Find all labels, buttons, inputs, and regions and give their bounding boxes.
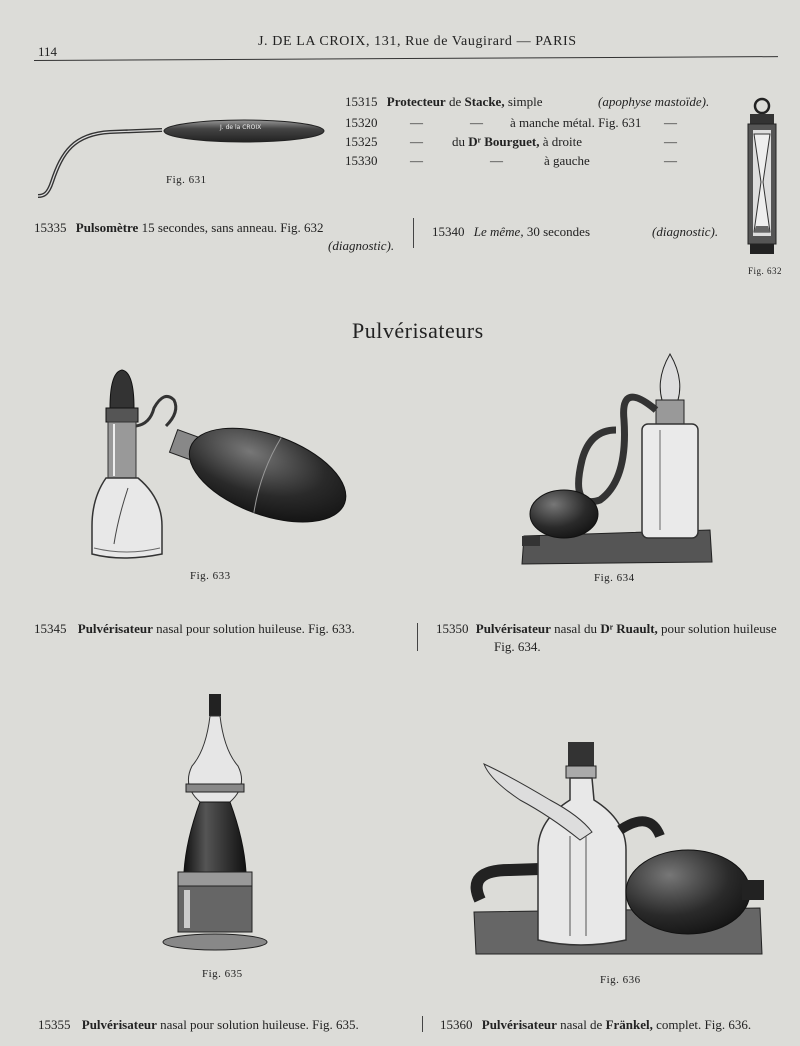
text: simple [504,94,543,109]
row-15320-dash: — [410,115,423,130]
code: 15335 [34,220,67,235]
running-title: J. DE LA CROIX, 131, Rue de Vaugirard — PARIS [258,34,577,49]
stacke-instrument-illustration [34,112,334,202]
item-15335 [34,220,324,236]
product-name: Pulvérisateur [77,621,153,636]
item-15340-note: (diagnostic). [652,224,719,239]
row-15320-dash2: — [470,115,483,130]
text: à droite [539,134,583,149]
item-15350 [436,621,777,637]
product-name: Le même, [473,224,524,239]
row-15330-code: 15330 [345,153,378,168]
nasal-spray-635-illustration [160,690,270,962]
text: pour solution huileuse [657,621,777,636]
instrument-engraving: J. de la CROIX [220,124,262,131]
text: 30 secondes [523,224,591,239]
fig-636-caption: Fig. 636 [600,974,641,986]
item-15345 [34,621,355,637]
fig-633-caption: Fig. 633 [190,570,231,582]
text: complet. Fig. 636. [652,1017,752,1032]
code: 15355 [38,1017,71,1032]
text: du [452,134,469,149]
code: 15315 [345,94,378,109]
maker-name: Fränkel, [605,1017,653,1032]
item-15340 [432,224,590,240]
code: 15340 [432,224,465,239]
header-rule [34,56,778,61]
code: 15350 [436,621,469,636]
row-15325-end: — [664,134,677,149]
maker-name: Dʳ Bourguet, [468,134,540,149]
row-15325-dash: — [410,134,423,149]
nasal-spray-636-illustration [470,740,770,972]
row-15320-text: à manche métal. Fig. 631 [510,115,642,130]
section-title: Pulvérisateurs [352,318,484,343]
fig-632-caption: Fig. 632 [748,266,783,276]
column-divider [422,1016,423,1032]
item-15350-line2: Fig. 634. [494,639,541,654]
text: nasal du [550,621,601,636]
nasal-spray-634-illustration [520,350,720,568]
maker-name: Stacke, [464,94,505,109]
item-15360 [440,1017,751,1033]
row-15325-code: 15325 [345,134,378,149]
row-15330-dash: — [410,153,423,168]
row-15315 [345,94,543,110]
product-name: Pulvérisateur [481,1017,557,1032]
row-15330-text: à gauche [544,153,590,168]
row-15320-end: — [664,115,677,130]
pulsometre-hourglass-illustration [742,96,782,261]
text: nasal pour solution huileuse. Fig. 633. [152,621,355,636]
row-15320-code: 15320 [345,115,378,130]
page-number: 114 [38,44,58,59]
column-divider [417,623,418,651]
maker-name: Dʳ Ruault, [600,621,658,636]
text: nasal pour solution huileuse. Fig. 635. [156,1017,359,1032]
product-name: Pulsomètre [75,220,139,235]
product-name: Protecteur [386,94,446,109]
column-divider [413,218,414,248]
nasal-spray-633-illustration [88,368,350,564]
text: 15 secondes, sans anneau. Fig. 632 [138,220,324,235]
row-15330-dash2: — [490,153,503,168]
fig-631-caption: Fig. 631 [166,174,207,186]
fig-635-caption: Fig. 635 [202,968,243,980]
text: nasal de [556,1017,606,1032]
row-15325-text [452,134,582,150]
code: 15360 [440,1017,473,1032]
row-15330-end: — [664,153,677,168]
text: de [445,94,465,109]
fig-634-caption: Fig. 634 [594,572,635,584]
row-15315-note: (apophyse mastoïde). [598,94,710,109]
item-15335-note: (diagnostic). [328,238,395,253]
product-name: Pulvérisateur [475,621,551,636]
item-15355 [38,1017,359,1033]
code: 15345 [34,621,67,636]
product-name: Pulvérisateur [81,1017,157,1032]
